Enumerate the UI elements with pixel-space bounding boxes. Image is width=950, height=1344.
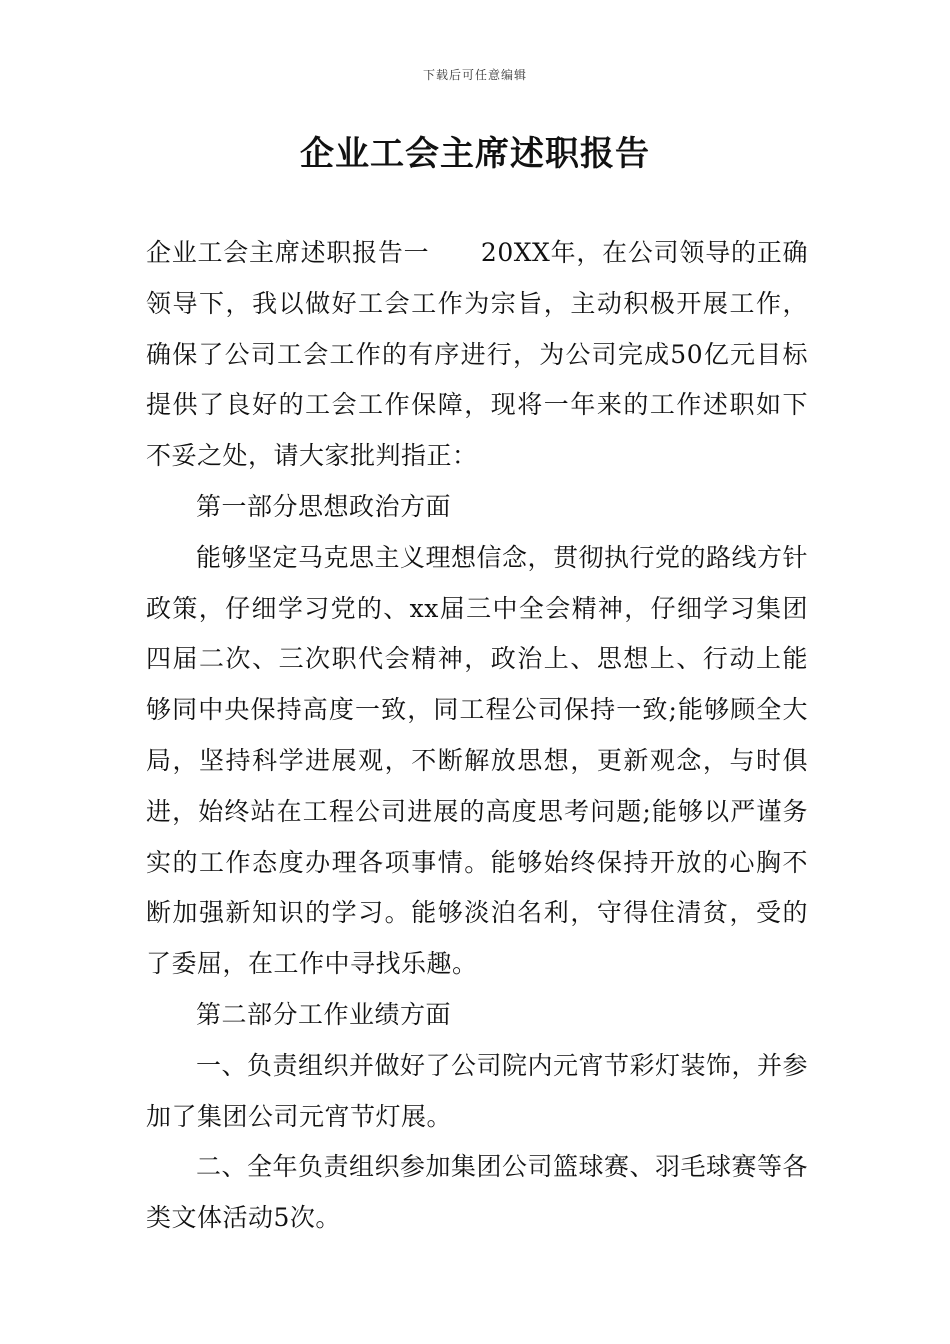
paragraph-intro: 企业工会主席述职报告一 20XX年，在公司领导的正确领导下，我以做好工会工作为宗旨，主动积极开展工作，确保了公司工会工作的有序进行，为公司完成50亿元目标提供了良好的工会工作保障，现将一年来的工作述职如下不妥之处，请大家批判指正： bbox=[146, 238, 808, 471]
paragraph-lantern: 一、负责组织并做好了公司院内元宵节彩灯装饰，并参加了集团公司元宵节灯展。 bbox=[146, 1050, 809, 1131]
paragraph-ideology: 能够坚定马克思主义理想信念，贯彻执行党的路线方针政策，仔细学习党的、xx届三中全会精神，仔细学习集团四届二次、三次职代会精神，政治上、思想上、行动上能够同中央保持高度一致，同工程公司保持一致;能够顾全大局，坚持科学进展观，不断解放思想，更新观念，与时俱进，始终站在工程公司进展的高度思考问题;能够以严谨务实的工作态度办理各项事情。能够始终保持开放的心胸不断加强新知识的学习。能够淡泊名利，守得住清贫，受的了委屈，在工作中寻找乐趣。 bbox=[146, 542, 809, 979]
paragraph-sports: 二、全年负责组织参加集团公司篮球赛、羽毛球赛等各类文体活动5次。 bbox=[146, 1152, 809, 1233]
section-heading-performance: 第二部分工作业绩方面 bbox=[196, 999, 452, 1029]
document-title: 企业工会主席述职报告 bbox=[300, 134, 650, 174]
document-body bbox=[146, 228, 808, 1244]
section-heading-ideology: 第一部分思想政治方面 bbox=[196, 491, 452, 521]
header-note: 下载后可任意编辑 bbox=[422, 68, 527, 82]
